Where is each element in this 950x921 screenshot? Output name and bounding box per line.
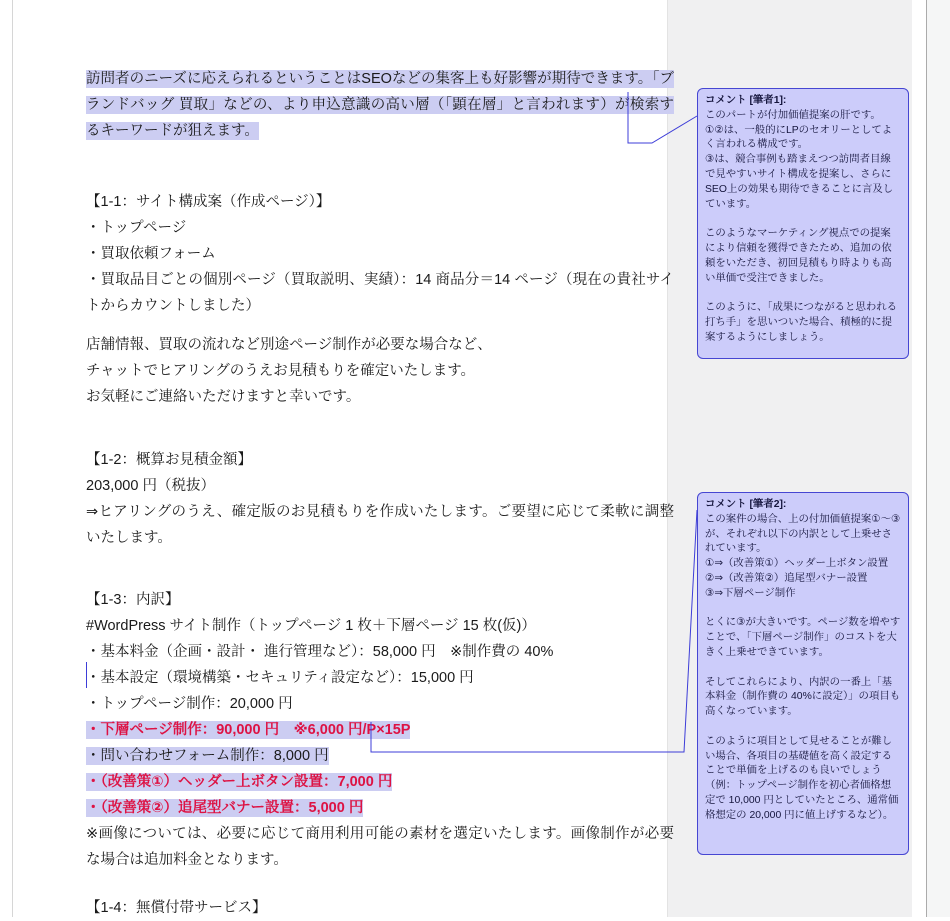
comment-paragraph	[705, 286, 901, 301]
comment-paragraph: この案件の場合、上の付加価値提案①～③が、それぞれ以下の内訳として上乗せされています。	[705, 513, 901, 555]
document-line	[86, 447, 674, 473]
comment-paragraph	[705, 661, 901, 676]
document-line-text: ・（改善策②）追尾型バナー設置：5,000 円	[86, 800, 364, 816]
comment-paragraph: ③は、競合事例も踏まえつつ訪問者目線で見やすいサイト構成を提案し、さらにSEO上の効果も期待できることに言及しています。	[705, 154, 894, 210]
document-line-text: チャットでヒアリングのうえお見積もりを確定いたします。	[86, 363, 476, 379]
document-line-text: ・買取品目ごとの個別ページ（買取説明、実績）：14 商品分＝14 ページ（現在の貴社サイトからカウントしました）	[86, 272, 674, 314]
document-line	[86, 717, 674, 743]
scrollbar-track[interactable]	[927, 0, 950, 917]
document-line	[86, 267, 674, 319]
document-line-text: お気軽にご連絡いただけますと幸いです。	[86, 389, 361, 405]
document-line	[86, 665, 674, 691]
document-line-text: 【1-3：内訳】	[86, 592, 180, 608]
document-line-text: 訪問者のニーズに応えられるということはSEOなどの集客上も好影響が期待できます。「ブランドバッグ 買取」などの、より申込意識の高い層（「顕在層」と言われます）が検索するキーワードが狙えます。	[86, 71, 674, 139]
document-line-text: 203,000 円（税抜）	[86, 478, 215, 494]
comment-author-label: コメント [筆者1]:	[705, 95, 787, 106]
document-line-text: ・基本設定（環境構築・セキュリティ設定など）：15,000 円	[86, 670, 474, 686]
document-line	[86, 821, 674, 873]
document-line	[86, 769, 674, 795]
document-line	[86, 499, 674, 551]
comment-paragraph: ③⇒下層ページ制作	[705, 587, 796, 599]
comment-paragraph: このように項目として見せることが難しい場合、各項目の基礎値を高く設定することで単価を上げるのも良いでしょう（例：トップページ制作を初心者価格想定で 10,000 円としていたところ、通常価格想定の 20,000 円に値上げするなど）。	[705, 735, 899, 821]
document-line-text: ・問い合わせフォーム制作：8,000 円	[86, 748, 329, 764]
document-line-text: ・下層ページ制作：90,000 円 ※6,000 円/P×15P	[86, 722, 411, 738]
document-line	[86, 384, 674, 410]
document-line-text: ・トップページ制作：20,000 円	[86, 696, 293, 712]
document-line	[86, 795, 674, 821]
document-line-text: #WordPress サイト制作（トップページ 1 枚＋下層ページ 15 枚(仮)）	[86, 618, 536, 634]
document-line	[86, 241, 674, 267]
document-line	[86, 613, 674, 639]
document-line-text: ※画像については、必要に応じて商用利用可能の素材を選定いたします。画像制作が必要な場合は追加料金となります。	[86, 826, 674, 868]
page-left-edge	[12, 0, 13, 917]
document-line	[86, 332, 674, 358]
comment-paragraph: このように、「成果につながると思われる打ち手」を思いついた場合、積極的に提案するようにしましょう。	[705, 302, 898, 343]
comment-paragraph	[705, 212, 901, 227]
document-line	[86, 215, 674, 241]
document-line	[86, 189, 674, 215]
document-line	[86, 358, 674, 384]
comment-paragraph: このようなマーケティング視点での提案により信頼を獲得できたため、追加の依頼をいただき、初回見積もり時よりも高い単価で受注できました。	[705, 228, 892, 284]
comment-paragraph: ①②は、一般的にLPのセオリーとしてよく言われる構成です。	[705, 124, 893, 151]
document-line-text: ・基本料金（企画・設計・ 進行管理など）：58,000 円 ※制作費の 40%	[86, 644, 554, 660]
document-line-text: 店舗情報、買取の流れなど別途ページ制作が必要な場合など、	[86, 337, 492, 353]
document-line-text: ・トップページ	[86, 220, 187, 236]
document-line-text: 【1-2：概算お見積金額】	[86, 452, 252, 468]
document-line-text: 【1-1：サイト構成案（作成ページ）】	[86, 194, 331, 210]
document-line	[86, 639, 674, 665]
comment-paragraph: このパートが付加価値提案の肝です。	[705, 109, 881, 121]
document-line	[86, 66, 674, 144]
document-line	[86, 691, 674, 717]
comment-body	[705, 513, 901, 824]
document-line	[86, 895, 674, 921]
document-line-text: ⇒ヒアリングのうえ、確定版のお見積もりを作成いたします。ご要望に応じて柔軟に調整いたします。	[86, 504, 674, 546]
comment-balloon-2[interactable]	[697, 492, 909, 855]
document-line-text: ・（改善策①）ヘッダー上ボタン設置：7,000 円	[86, 774, 393, 790]
comment-balloon-1[interactable]	[697, 88, 909, 359]
document-line-text: ・買取依頼フォーム	[86, 246, 216, 262]
comment-paragraph: ①⇒（改善策①）ヘッダー上ボタン設置	[705, 558, 889, 570]
comment-paragraph	[705, 602, 901, 617]
comment-paragraph: そしてこれらにより、内訳の一番上「基本料金（制作費の 40%に設定）」の項目も高くなっています。	[705, 676, 901, 718]
document-body[interactable]	[86, 66, 674, 921]
document-line	[86, 743, 674, 769]
comment-paragraph: ②⇒（改善策②）追尾型バナー設置	[705, 572, 868, 584]
comment-paragraph	[705, 720, 901, 735]
document-line-text: 【1-4：無償付帯サービス】	[86, 900, 267, 916]
document-line	[86, 587, 674, 613]
comment-paragraph: とくに③が大きいです。ページ数を増やすことで、「下層ページ制作」のコストを大きく上乗せできています。	[705, 617, 901, 658]
comment-body	[705, 109, 901, 346]
comment-author-label: コメント [筆者2]:	[705, 499, 787, 510]
document-line	[86, 473, 674, 499]
